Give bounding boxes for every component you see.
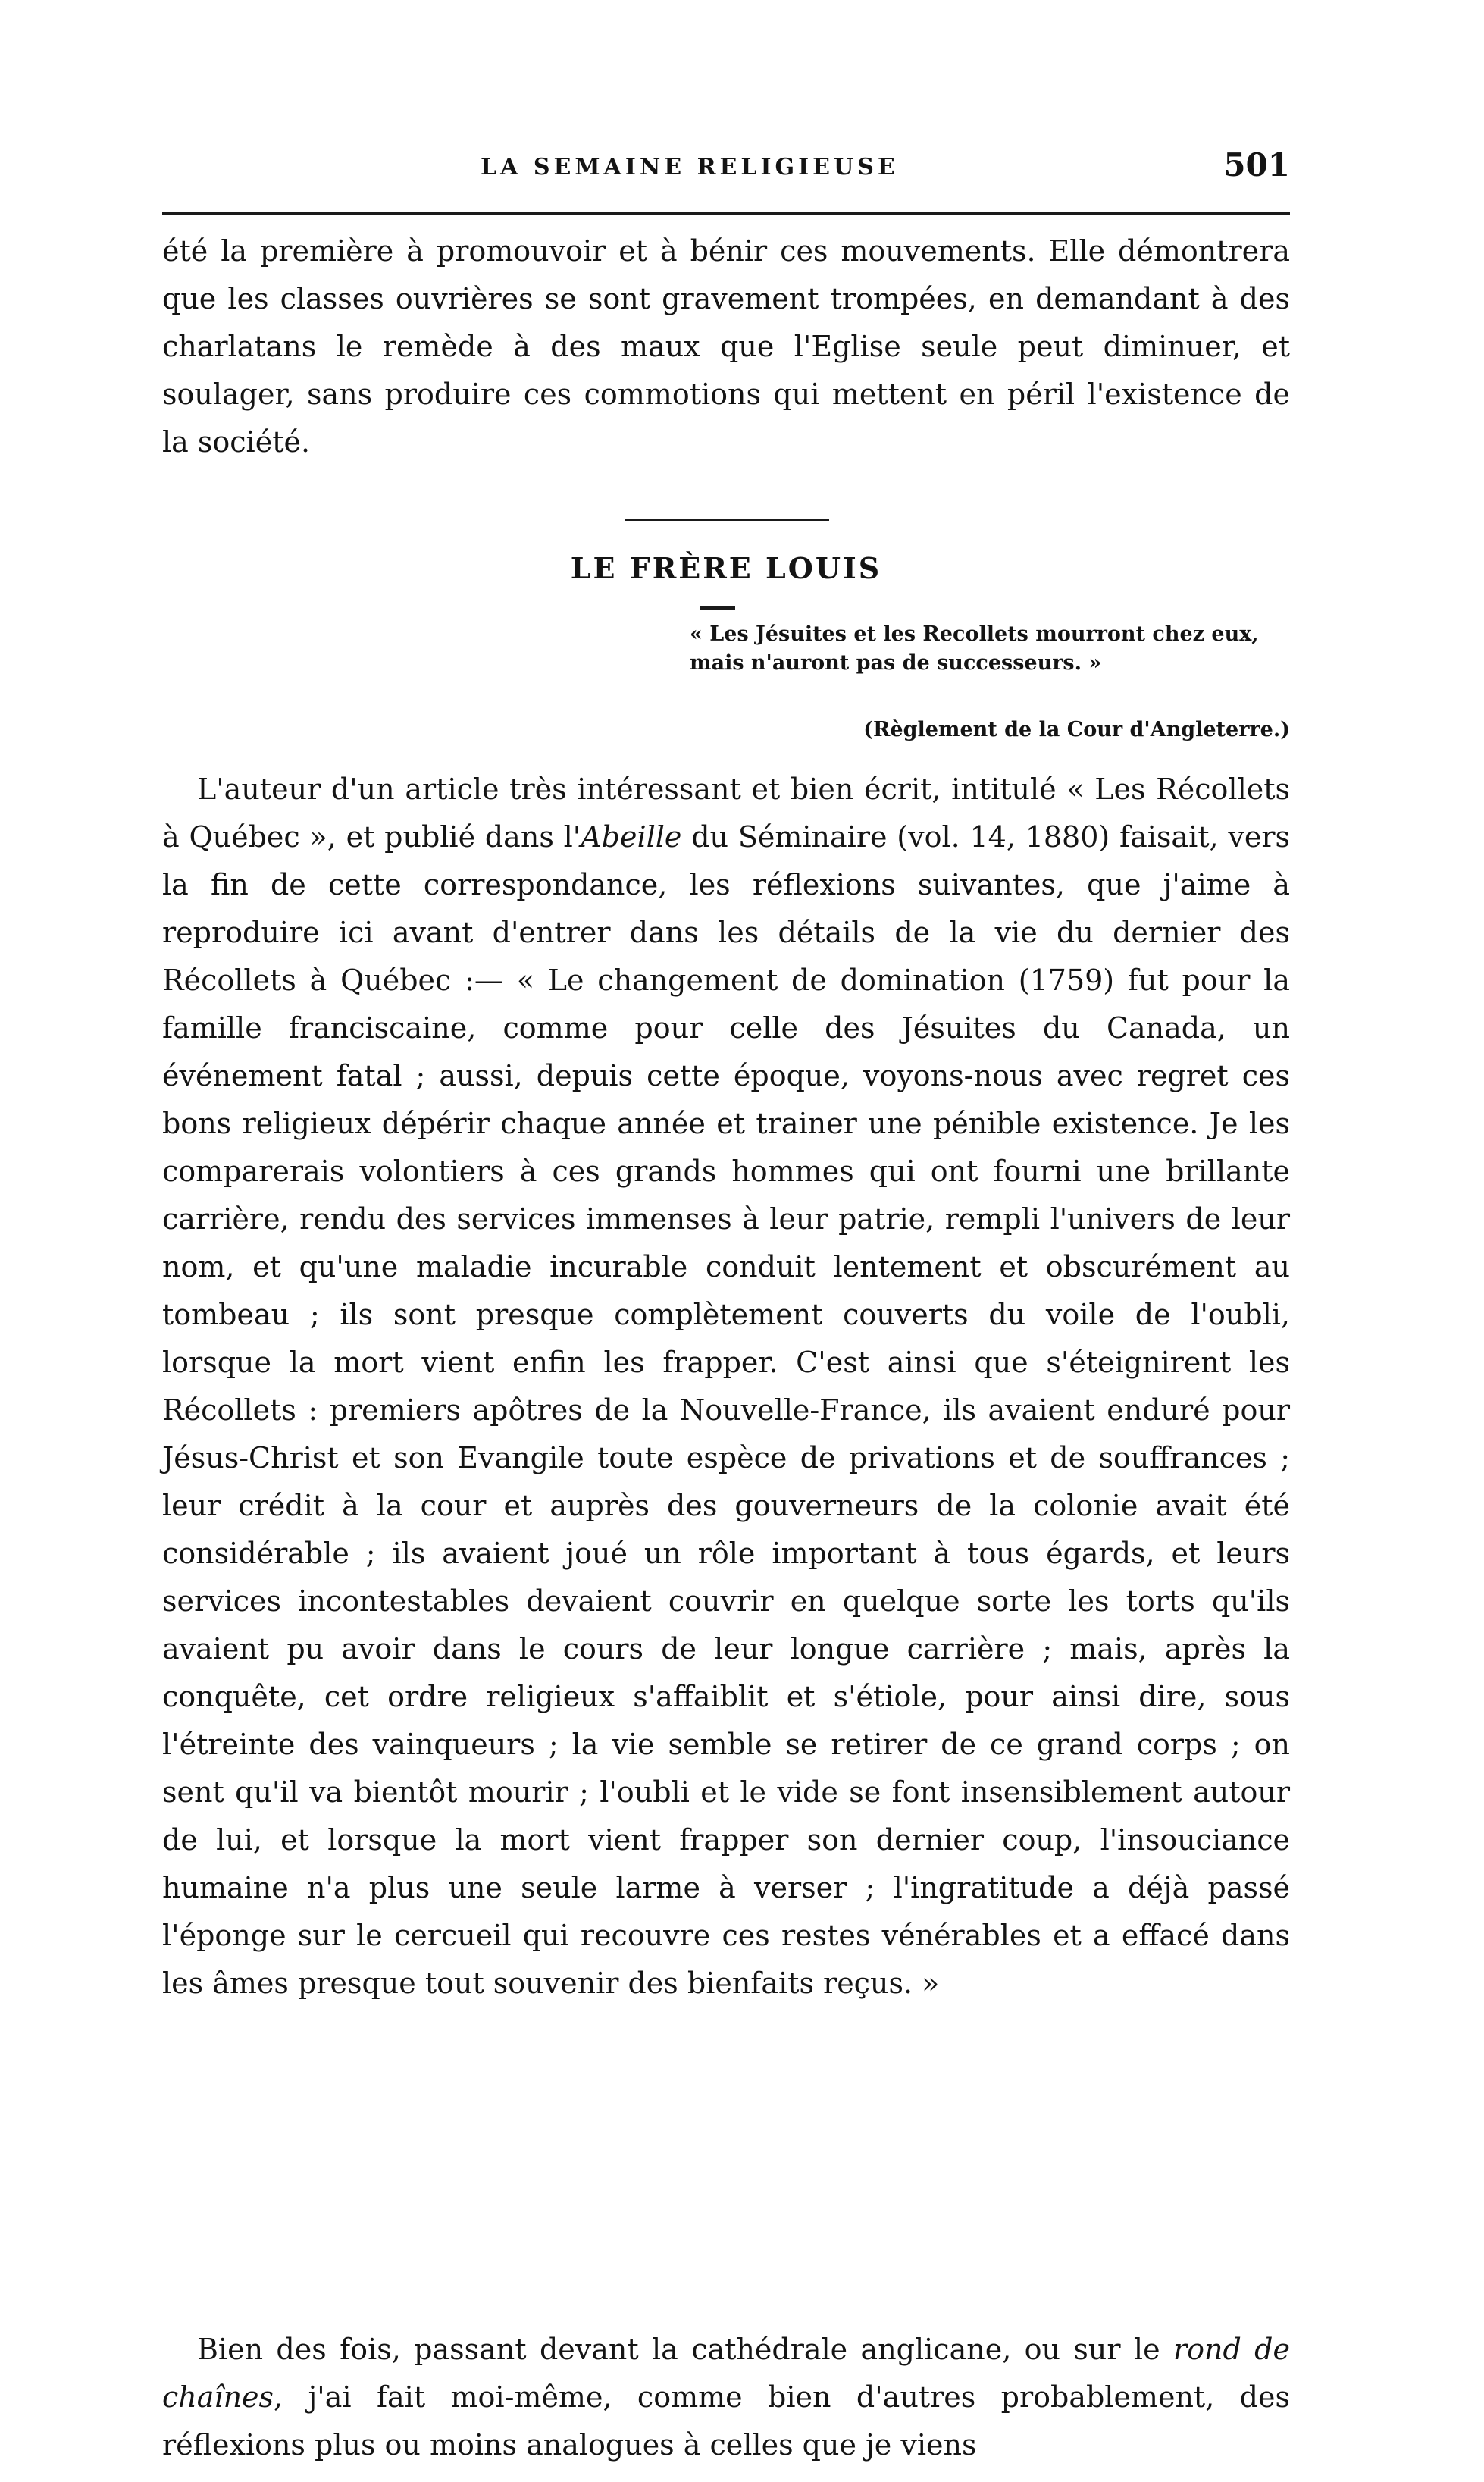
epigraph-quote: « Les Jésuites et les Recollets mourront chez eux, mais n'auront pas de successeurs. » xyxy=(690,622,1259,675)
paragraph-recollets-quote xyxy=(162,766,1290,2007)
section-title: LE FRÈRE LOUIS xyxy=(570,551,882,585)
paragraph-text-start: Bien des fois, passant devant la cathédrale anglicane, ou sur le xyxy=(197,2333,1173,2366)
paragraph-cathedral xyxy=(162,2326,1290,2469)
epigraph-source: (Règlement de la Cour d'Angleterre.) xyxy=(863,718,1290,741)
page-number: 501 xyxy=(1223,146,1290,183)
continuation-paragraph: été la première à promouvoir et à bénir ces mouvements. Elle démontrera que les classes ouvrières se sont gravement trompées, en demandant à des charlatans le remède à des maux que l'Eglise seule peut diminuer, et soulager, sans produire ces commotions qui mettent en péril l'existence de la société. xyxy=(162,234,1290,459)
place-name: rond de chaînes xyxy=(162,2333,1290,2414)
running-header xyxy=(162,146,1290,194)
running-title: LA SEMAINE RELIGIEUSE xyxy=(481,154,899,180)
header-rule xyxy=(162,212,1290,215)
book-page xyxy=(162,0,1290,2482)
journal-title: Abeille xyxy=(581,820,682,854)
paragraph-text-start: L'auteur d'un article très intéressant et bien écrit, intitulé « Les Récollets à Québec », et publié dans l' xyxy=(162,772,1290,854)
paragraph-text-rest: , j'ai fait moi-même, comme bien d'autres probablement, des réflexions plus ou moins analogues à celles que je viens xyxy=(162,2380,1290,2462)
title-dash xyxy=(700,606,735,610)
paragraph-text-rest: du Séminaire (vol. 14, 1880) faisait, vers la fin de cette correspondance, les réflexions suivantes, que j'aime à reproduire ici avant d'entrer dans les détails de la vie du dernier des Récollets à Québec :— « Le changement de domination (1759) fut pour la famille franciscaine, comme pour celle des Jésuites du Canada, un événement fatal ; aussi, depuis cette époque, voyons-nous avec regret ces bons religieux dépérir chaque année et trainer une pénible existence. Je les comparerais volontiers à ces grands hommes qui ont fourni une brillante carrière, rendu des services immenses à leur patrie, rempli l'univers de leur nom, et qu'une maladie incurable conduit lentement et obscurément au tombeau ; ils sont presque complètement couverts du voile de l'oubli, lorsque la mort vient enfin les frapper. C'est ainsi que s'éteignirent les Récollets : premiers apôtres de la Nouvelle-France, ils avaient enduré pour Jésus-Christ et son Evangile toute espèce de privations et de souffrances ; leur crédit à la cour et auprès des gouverneurs de la colonie avait été considérable ; ils avaient joué un rôle important à tous égards, et leurs services incontestables devaient couvrir en quelque sorte les torts qu'ils avaient pu avoir dans le cours de leur longue carrière ; mais, après la conquête, cet ordre religieux s'affaiblit et s'étiole, pour ainsi dire, sous l'étreinte des vainqueurs ; la vie semble se retirer de ce grand corps ; on sent qu'il va bientôt mourir ; l'oubli et le vide se font insensiblement autour de lui, et lorsque la mort vient frapper son dernier coup, l'insouciance humaine n'a plus une seule larme à verser ; l'ingratitude a déjà passé l'éponge sur le cercueil qui recouvre ces restes vénérables et a effacé dans les âmes presque tout souvenir des bienfaits reçus. » xyxy=(162,820,1290,2000)
section-separator-rule xyxy=(625,519,829,521)
